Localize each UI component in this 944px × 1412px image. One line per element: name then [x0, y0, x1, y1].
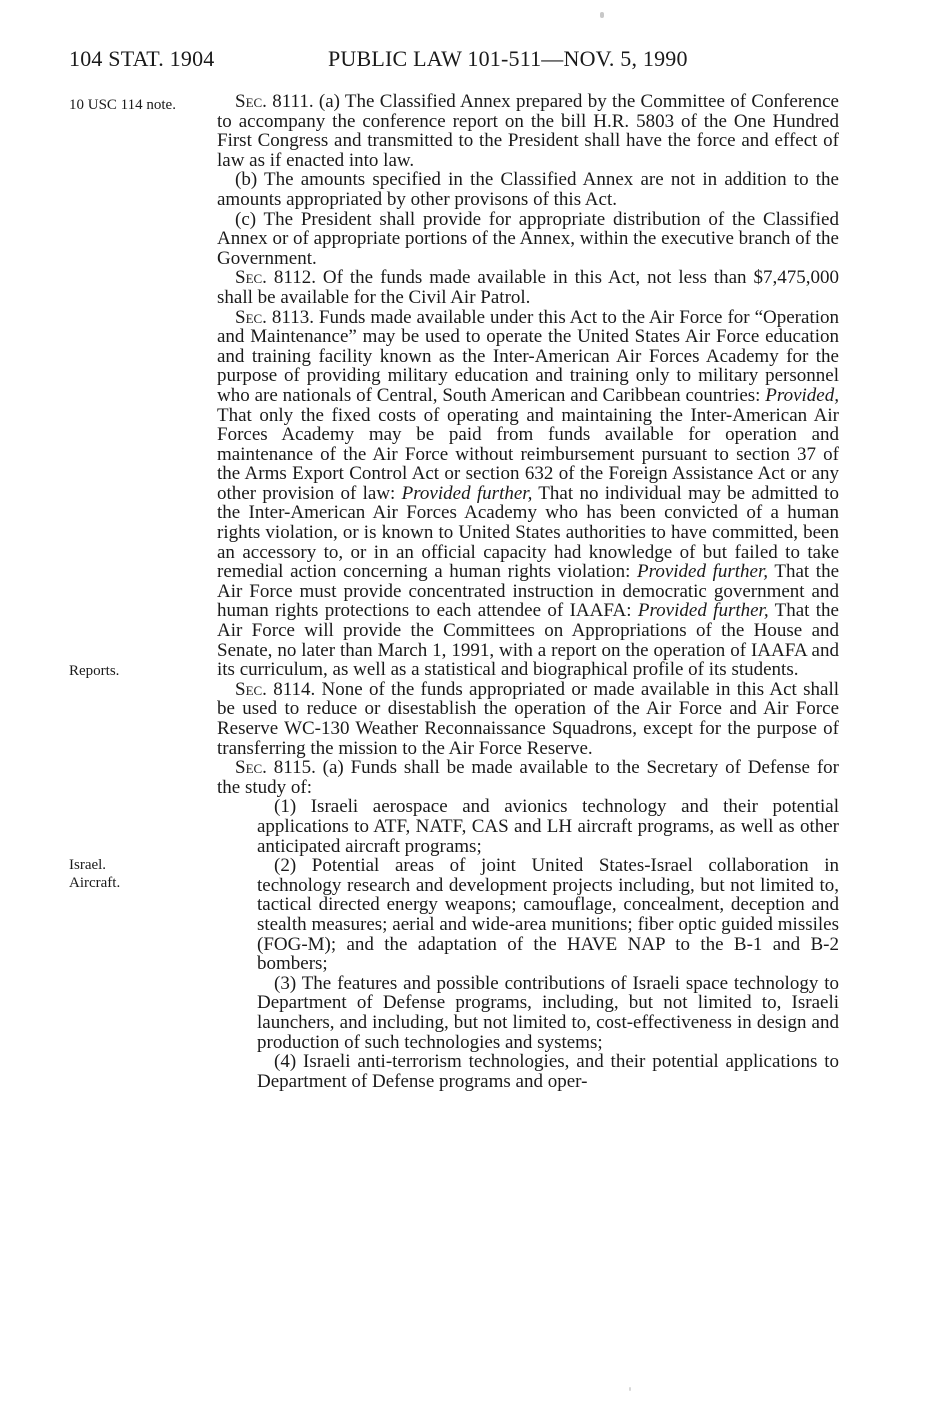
section-8115-a: Sec. 8115. (a) Funds shall be made available to the Secretary of Defense for the study of: — [217, 757, 839, 798]
running-title: PUBLIC LAW 101-511—NOV. 5, 1990 — [328, 46, 688, 71]
sec-label: Sec. — [235, 91, 267, 112]
sec-label: Sec. — [235, 678, 267, 700]
list-item-2: (2) Potential areas of joint United States-Israel collaboration in technology research and development projects including, but not limited to, tactical directed energy weapons; camouflage, concealment, deception and stealth measures; aerial and wide-area munitions; fiber optic guided missiles (FOG-M); and the adaptation of the HAVE NAP to the B-1 and B-2 bombers; — [257, 855, 839, 975]
law-text-body — [217, 92, 839, 1091]
scan-speck — [600, 12, 604, 18]
section-8111-c: (c) The President shall provide for appropriate distribution of the Classified Annex or of appropriate portions of the Annex, within the executive branch of the Government. — [217, 208, 839, 269]
provided-further-clause: Provided further, — [401, 482, 533, 504]
list-item-1: (1) Israeli aerospace and avionics technology and their potential applications to ATF, NATF, CAS and LH aircraft programs, as well as other anticipated aircraft programs; — [257, 796, 839, 857]
scan-speck — [629, 1387, 631, 1391]
sec-label: Sec. — [235, 267, 267, 289]
section-8111-b: (b) The amounts specified in the Classified Annex are not in addition to the amounts appropriated by other provisons of this Act. — [217, 169, 839, 210]
section-8112: Sec. 8112. Of the funds made available in this Act, not less than $7,475,000 shall be available for the Civil Air Patrol. — [217, 267, 839, 308]
page-header — [69, 46, 849, 76]
sec-label: Sec. — [235, 306, 267, 328]
provided-further-clause: Provided further, — [637, 561, 769, 583]
margin-note-israel: Israel. — [69, 857, 107, 873]
margin-note-aircraft: Aircraft. — [69, 875, 121, 891]
list-item-3: (3) The features and possible contributions of Israeli space technology to Department of Defense programs, including, but not limited to, Israeli launchers, and including, but not limited to, cost-effectiveness in design and production of such technologies and systems; — [257, 972, 839, 1053]
list-item-4: (4) Israeli anti-terrorism technologies, and their potential applications to Department of Defense programs and oper- — [257, 1051, 839, 1092]
margin-note-usc: 10 USC 114 note. — [69, 97, 176, 113]
section-8114: Sec. 8114. None of the funds appropriated or made available in this Act shall be used to reduce or disestablish the operation of the Air Force and Air Force Reserve WC-130 Weather Reconnaissance Squadrons, except for the purpose of transferring the mission to the Air Force Reserve. — [217, 678, 839, 759]
margin-note-reports: Reports. — [69, 663, 120, 679]
section-8111-a: Sec. 8111. (a) The Classified Annex prepared by the Committee of Conference to accompany the conference report on the bill H.R. 5803 of the One Hundred First Congress and transmitted to the President shall have the force and effect of law as if enacted into law. — [217, 91, 839, 171]
statute-page-number: 104 STAT. 1904 — [69, 46, 215, 71]
sec-label: Sec. — [235, 757, 267, 779]
provided-further-clause: Provided further, — [637, 600, 769, 622]
provided-clause: Provided, — [765, 384, 839, 406]
section-8113: Sec. 8113. Funds made available under this Act to the Air Force for “Operation and Maintenance” may be used to operate the United States Air Force education and training facility known as the Inter-American Air Forces Academy for the purpose of providing military education and training only to military personnel who are nationals of Central, South American and Caribbean countries: Provided, That only the fixed costs of operating and maintaining the Inter-American Air Forces Academy may be paid from funds available for operation and maintenance of the Air Force without reimbursement pursuant to section 37 of the Arms Export Control Act or section 632 of the Foreign Assistance Act or any other provision of law: Provided further, That no individual may be admitted to the Inter-American Air Forces Academy who has been convicted of a human rights violation, or is known to United States authorities to have committed, been an accessory to, or in an official capacity had knowledge of but failed to take remedial action concerning a human rights violation: Provided further, That the Air Force must provide concentrated instruction in democratic government and human rights protections to each attendee of IAAFA: Provided further, That the Air Force will provide the Committees on Appropriations of the House and Senate, no later than March 1, 1991, with a report on the operation of IAAFA and its curriculum, as well as a statistical and biographical profile of its students. — [217, 306, 840, 681]
